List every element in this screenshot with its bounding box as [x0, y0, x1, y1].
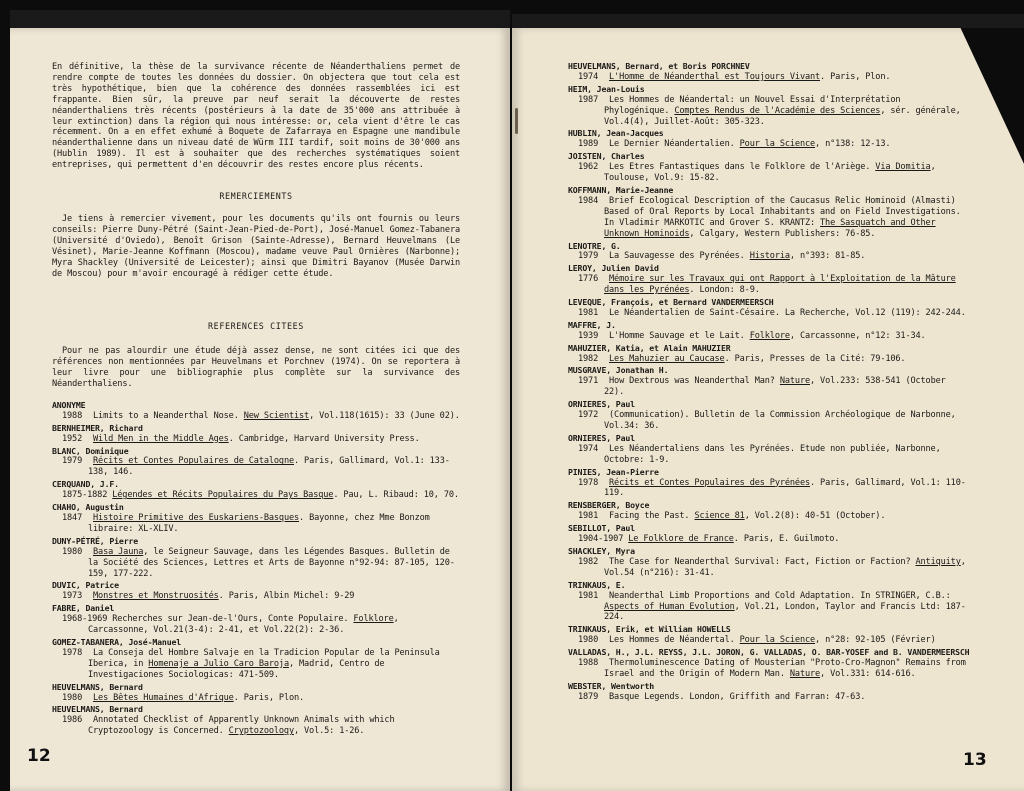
- reference-year: 1989: [578, 139, 599, 150]
- reference-year: 1974: [578, 443, 599, 454]
- reference-entry: [568, 658, 970, 680]
- reference-title: L'Homme de Néanderthal est Toujours Vivant: [609, 71, 821, 82]
- reference-author: CERQUAND, J.F.: [52, 479, 119, 490]
- reference-list-left: [52, 400, 460, 737]
- reference-title: Monstres et Monstruosités: [93, 591, 219, 602]
- reference-year: 1981: [578, 511, 599, 522]
- references-heading: REFERENCES CITEES: [208, 321, 304, 332]
- reference-entry: [568, 534, 970, 545]
- reference-author: DUNY-PÉTRÉ, Pierre: [52, 535, 139, 546]
- reference-year: 1980: [578, 635, 599, 646]
- reference-entry: [52, 591, 460, 602]
- reference-details: . Paris, Plon.: [820, 71, 891, 82]
- reference-entry: [568, 478, 970, 500]
- reference-year: 1986: [62, 715, 83, 726]
- reference-details: , Toulouse, Vol.9: 15-82.: [604, 162, 936, 184]
- reference-details: , n°28: 92-105 (Février): [815, 635, 936, 646]
- reference-year: 1879: [578, 691, 599, 702]
- reference-author: LEROY, Julien David: [568, 263, 659, 274]
- reference-text: Le Néandertalien de Saint-Césaire. La Recherche, Vol.12 (119): 242-244.: [609, 307, 966, 318]
- reference-title: Cryptozoology: [228, 726, 294, 737]
- reference-text: Recherches sur Jean-de-l'Ours, Conte Populaire.: [112, 614, 354, 625]
- reference-entry: [568, 444, 970, 466]
- reference-text: La Sauvagesse des Pyrénées.: [609, 251, 750, 262]
- reference-entry: [568, 376, 970, 398]
- reference-text: Les Néandertaliens dans les Pyrénées. Etude non publiée, Narbonne, Octobre: 1-9.: [604, 443, 941, 465]
- reference-entry: [52, 434, 460, 445]
- reference-details: . Bayonne, chez Mme Bonzom libraire: XL-XLIV.: [88, 513, 430, 534]
- reference-author: BERNHEIMER, Richard: [52, 422, 143, 433]
- reference-year: 1776: [578, 274, 599, 285]
- reference-author: GOMEZ-TABANERA, José-Manuel: [52, 636, 182, 647]
- reference-year: 1988: [62, 410, 83, 421]
- reference-year: 1981: [578, 590, 599, 601]
- reference-author: LEVEQUE, François, et Bernard VANDERMEERSCH: [568, 297, 774, 308]
- reference-author: HEUVELMANS, Bernard, et Boris PORCHNEV: [568, 61, 750, 71]
- references-intro: Pour ne pas alourdir une étude déjà assez dense, ne sont citées ici que des références non mentionnées par Heuvelmans et Porchnev (1974). On se reportera à leur livre pour une bibliographie plus complète sur la survivance des Néanderthaliens.: [52, 346, 460, 390]
- reference-entry: [568, 274, 970, 296]
- reference-details: . Paris, Presses de la Cité: 79-106.: [724, 353, 906, 364]
- reference-author: SEBILLOT, Paul: [568, 523, 635, 534]
- reference-year: 1939: [578, 330, 599, 341]
- left-column: [52, 62, 460, 737]
- reference-details: . Paris, Plon.: [233, 692, 305, 703]
- reference-entry: [568, 95, 970, 128]
- reference-year: 1978: [578, 477, 599, 488]
- reference-details: , n°393: 81-85.: [789, 251, 866, 262]
- reference-author: MAHUZIER, Katia, et Alain MAHUZIER: [568, 342, 731, 353]
- reference-year: 1979: [578, 251, 599, 262]
- reference-author: PINIES, Jean-Pierre: [568, 466, 659, 477]
- reference-author: CHAHO, Augustin: [52, 502, 124, 513]
- reference-title: The Sasquatch and Other Unknown Hominoids: [604, 217, 936, 239]
- reference-text: The Case for Neanderthal Survival: Fact, Fiction or Faction?: [609, 556, 916, 567]
- reference-entry: [52, 715, 460, 737]
- reference-title: Mémoire sur les Travaux qui ont Rapport à l'Exploitation de la Mâture dans les Pyrénées: [604, 274, 956, 296]
- reference-author: LENOTRE, G.: [568, 240, 621, 251]
- reference-author: DUVIC, Patrice: [52, 580, 119, 591]
- reference-title: Homenaje a Julio Caro Baroja: [148, 658, 289, 669]
- reference-author: JOISTEN, Charles: [568, 151, 645, 162]
- page-number-right: 13: [963, 750, 987, 770]
- reference-author: SHACKLEY, Myra: [568, 545, 635, 556]
- reference-text: Les Etres Fantastiques dans le Folklore de l'Ariège.: [609, 162, 876, 173]
- reference-author: VALLADAS, H., J.L. REYSS, J.L. JORON, G. VALLADAS, O. BAR-YOSEF and B. VANDERMEERSCH: [568, 647, 970, 658]
- reference-title: Récits et Contes Populaires des Pyrénées: [609, 477, 810, 488]
- reference-details: , Vol.54 (n°216): 31-41.: [604, 556, 966, 578]
- reference-text: Le Dernier Néandertalien.: [609, 139, 740, 150]
- reference-title: Aspects of Human Evolution: [604, 601, 735, 612]
- reference-author: TRINKAUS, Erik, et William HOWELLS: [568, 624, 731, 635]
- reference-title: Wild Men in the Middle Ages: [93, 433, 229, 444]
- reference-text: Thermoluminescence Dating of Mousterian "Proto-Cro-Magnon" Remains from Israel and the Origin of Modern Man.: [604, 658, 966, 679]
- reference-entry: [568, 511, 970, 522]
- reference-year: 1974: [578, 71, 599, 82]
- reference-title: Basa Jauna: [93, 546, 144, 557]
- reference-entry: [568, 354, 970, 365]
- reference-entry: [52, 693, 460, 704]
- reference-year: 1968-1969: [62, 614, 108, 625]
- reference-year: 1952: [62, 433, 83, 444]
- reference-text: Annotated Checklist of Apparently Unknown Animals with which Cryptozoology is Concerned.: [88, 715, 395, 737]
- reference-text: Brief Ecological Description of the Caucasus Relic Hominoid (Almasti) Based of Oral Reports by Local Inhabitants and on Field Investigations. In Vladimir MARKOTIC and Grover S. KRANTZ:: [604, 195, 961, 228]
- reference-title: Pour la Science: [739, 139, 816, 150]
- reference-title: Les Bêtes Humaines d'Afrique: [93, 692, 234, 703]
- reference-title: Légendes et Récits Populaires du Pays Basque: [112, 490, 334, 501]
- reference-author: HEUVELMANS, Bernard: [52, 704, 143, 715]
- reference-title: New Scientist: [243, 410, 310, 421]
- reference-title: Antiquity: [915, 556, 961, 567]
- reference-text: La Conseja del Hombre Salvaje en la Tradicion Popular de la Peninsula Iberica, in: [88, 647, 440, 669]
- reference-text: How Dextrous was Neanderthal Man?: [609, 376, 780, 387]
- reference-text: Les Hommes de Néandertal.: [609, 635, 740, 646]
- intro-paragraph: En définitive, la thèse de la survivance récente de Néanderthaliens permet de rendre compte de toutes les données du dossier. On objectera que tout cela est très hypothétique, bien que la cohérence des données rassemblées ici est frappante. Bien sûr, la preuve par neuf serait la découverte de restes néanderthaliens très récents (postérieurs à la date de 35'000 ans attribuée à leur extinction) dans la région qui nous intéresse: or, cela vient d'être le cas récemment. On a en effet exhumé à Boquete de Zafarraya en Espagne une mandibule néanderthalienne dans un niveau daté de Würm III tardif, soit moins de 30'000 ans (Hublin 1989). Il est à souhaiter que des recherches systématiques soient entreprises, qui permettent d'en découvrir des restes encore plus récents.: [52, 62, 460, 171]
- reference-details: , Vol.118(1615): 33 (June 02).: [309, 410, 460, 421]
- reference-title: Nature: [779, 376, 810, 387]
- reference-year: 1980: [62, 546, 83, 557]
- reference-year: 1981: [578, 307, 599, 318]
- reference-entry: [52, 490, 460, 501]
- reference-list-right: [568, 61, 970, 703]
- reference-author: HUBLIN, Jean-Jacques: [568, 128, 664, 139]
- reference-details: , Vol.2(8): 40-51 (October).: [744, 511, 886, 522]
- reference-details: , Vol.5: 1-26.: [293, 726, 365, 737]
- reference-year: 1984: [578, 195, 599, 206]
- reference-entry: [568, 162, 970, 184]
- reference-entry: [52, 614, 460, 636]
- reference-year: 1988: [578, 658, 599, 669]
- reference-author: HEIM, Jean-Louis: [568, 83, 645, 94]
- reference-author: MUSGRAVE, Jonathan H.: [568, 365, 669, 376]
- reference-text: Limits to a Neanderthal Nose.: [93, 410, 244, 421]
- right-column: [568, 60, 970, 703]
- reference-details: , Vol.21, London, Taylor and Francis Ltd: 187-224.: [604, 601, 966, 623]
- reference-title: Via Domitia: [875, 162, 931, 173]
- reference-entry: [568, 410, 970, 432]
- reference-entry: [568, 591, 970, 624]
- reference-author: ORNIERES, Paul: [568, 399, 635, 410]
- reference-details: . Paris, E. Guilmoto.: [733, 534, 840, 545]
- reference-text: Facing the Past.: [609, 511, 695, 522]
- reference-title: Folklore: [353, 614, 394, 625]
- reference-text: Basque Legends. London, Griffith and Farran: 47-63.: [609, 691, 866, 702]
- reference-year: 1987: [578, 94, 599, 105]
- reference-entry: [568, 331, 970, 342]
- reference-author: RENSBERGER, Boyce: [568, 500, 650, 511]
- reference-year: 1973: [62, 591, 83, 602]
- reference-title: Les Mahuzier au Caucase: [609, 353, 725, 364]
- reference-details: . Paris, Gallimard, Vol.1: 110-119.: [604, 477, 966, 499]
- reference-title: Histoire Primitive des Euskariens-Basques: [93, 513, 300, 523]
- reference-entry: [52, 456, 460, 478]
- reference-year: 1847: [62, 513, 83, 523]
- spine-mark: [515, 108, 518, 134]
- reference-year: 1962: [578, 162, 599, 173]
- reference-author: ANONYME: [52, 399, 86, 410]
- reference-author: KOFFMANN, Marie-Jeanne: [568, 184, 674, 195]
- reference-details: , Madrid, Centro de Investigaciones Sociologicas: 471-509.: [88, 658, 385, 680]
- reference-year: 1971: [578, 376, 599, 387]
- reference-entry: [52, 513, 460, 535]
- remerciements-paragraph: Je tiens à remercier vivement, pour les documents qu'ils ont fournis ou leurs conseils: Pierre Duny-Pétré (Saint-Jean-Pied-de-Port), José-Manuel Gomez-Tabanera (Université d'Oviedo), Benoît Grison (Sainte-Adresse), Bernard Heuvelmans (Le Vésinet), Marie-Jeanne Koffmann (Moscou), madame veuve Paul Ornières (Narbonne); Myra Shackley (Université de Leicester); ainsi que Dimitri Bayanov (Musée Darwin de Moscou) pour m'avoir encouragé à rédiger cette étude.: [52, 213, 460, 279]
- reference-author: ORNIERES, Paul: [568, 432, 635, 443]
- reference-year: 1979: [62, 456, 83, 467]
- reference-details: , le Seigneur Sauvage, dans les Légendes Basques. Bulletin de la Société des Sciences, Lettres et Arts de Bayonne n°92-94: 87-105, 120-159, 177-222.: [88, 546, 455, 579]
- reference-details: . Pau, L. Ribaud: 10, 70.: [333, 490, 459, 501]
- reference-entry: [568, 139, 970, 150]
- reference-year: 1982: [578, 353, 599, 364]
- reference-author: FABRE, Daniel: [52, 603, 115, 614]
- reference-title: Le Folklore de France: [628, 534, 734, 545]
- page-number-left: 12: [27, 746, 51, 766]
- reference-title: Récits et Contes Populaires de Catalogne: [93, 456, 294, 467]
- reference-entry: [568, 308, 970, 319]
- reference-details: , Vol.233: 538-541 (October 22).: [604, 376, 946, 398]
- reference-title: Pour la Science: [739, 635, 816, 646]
- reference-entry: [52, 648, 460, 681]
- reference-details: , Vol.331: 614-616.: [820, 668, 916, 679]
- reference-entry: [568, 196, 970, 240]
- reference-year: 1980: [62, 692, 83, 703]
- reference-details: , Calgary, Western Publishers: 76-85.: [689, 228, 876, 239]
- reference-details: , Carcassonne, n°12: 31-34.: [789, 330, 926, 341]
- reference-text: Neanderthal Limb Proportions and Cold Adaptation. In STRINGER, C.B.:: [609, 590, 951, 601]
- reference-title: Nature: [789, 668, 821, 679]
- reference-details: . Cambridge, Harvard University Press.: [228, 433, 420, 444]
- reference-title: Historia: [749, 251, 790, 262]
- reference-year: 1875-1882: [62, 490, 108, 501]
- reference-author: WEBSTER, Wentworth: [568, 680, 655, 691]
- reference-year: 1978: [62, 647, 83, 658]
- reference-entry: [568, 692, 970, 703]
- reference-details: , sér. générale, Vol.4(4), Juillet-Août: 305-323.: [604, 105, 961, 127]
- remerciements-heading: REMERCIEMENTS: [219, 191, 293, 202]
- reference-year: 1972: [578, 410, 599, 421]
- reference-details: , Carcassonne, Vol.21(3-4): 2-41, et Vol.22(2): 2-36.: [88, 614, 399, 636]
- reference-title: Comptes Rendus de l'Académie des Sciences: [674, 105, 881, 116]
- reference-author: MAFFRE, J.: [568, 319, 616, 330]
- reference-title: Folklore: [749, 330, 790, 341]
- reference-details: , n°138: 12-13.: [815, 139, 891, 150]
- reference-text: (Communication). Bulletin de la Commission Archéologique de Narbonne, Vol.34: 36.: [604, 410, 956, 431]
- reference-year: 1904-1907: [578, 534, 624, 545]
- reference-entry: [52, 411, 460, 422]
- reference-text: L'Homme Sauvage et le Lait.: [609, 330, 750, 341]
- reference-details: . Paris, Gallimard, Vol.1: 133-138, 146.: [88, 456, 450, 478]
- reference-entry: [568, 72, 970, 83]
- reference-entry: [568, 635, 970, 646]
- reference-entry: [568, 251, 970, 262]
- reference-entry: [568, 557, 970, 579]
- reference-author: HEUVELMANS, Bernard: [52, 681, 143, 692]
- reference-title: Science 81: [694, 511, 745, 522]
- reference-details: . London: 8-9.: [689, 285, 760, 296]
- reference-year: 1982: [578, 556, 599, 567]
- reference-text: Les Hommes de Néandertal: un Nouvel Essai d'Interprétation Phylogénique.: [604, 94, 901, 116]
- reference-entry: [52, 547, 460, 580]
- reference-details: . Paris, Albin Michel: 9-29: [218, 591, 355, 602]
- reference-author: TRINKAUS, E.: [568, 579, 626, 590]
- reference-author: BLANC, Dominique: [52, 445, 129, 456]
